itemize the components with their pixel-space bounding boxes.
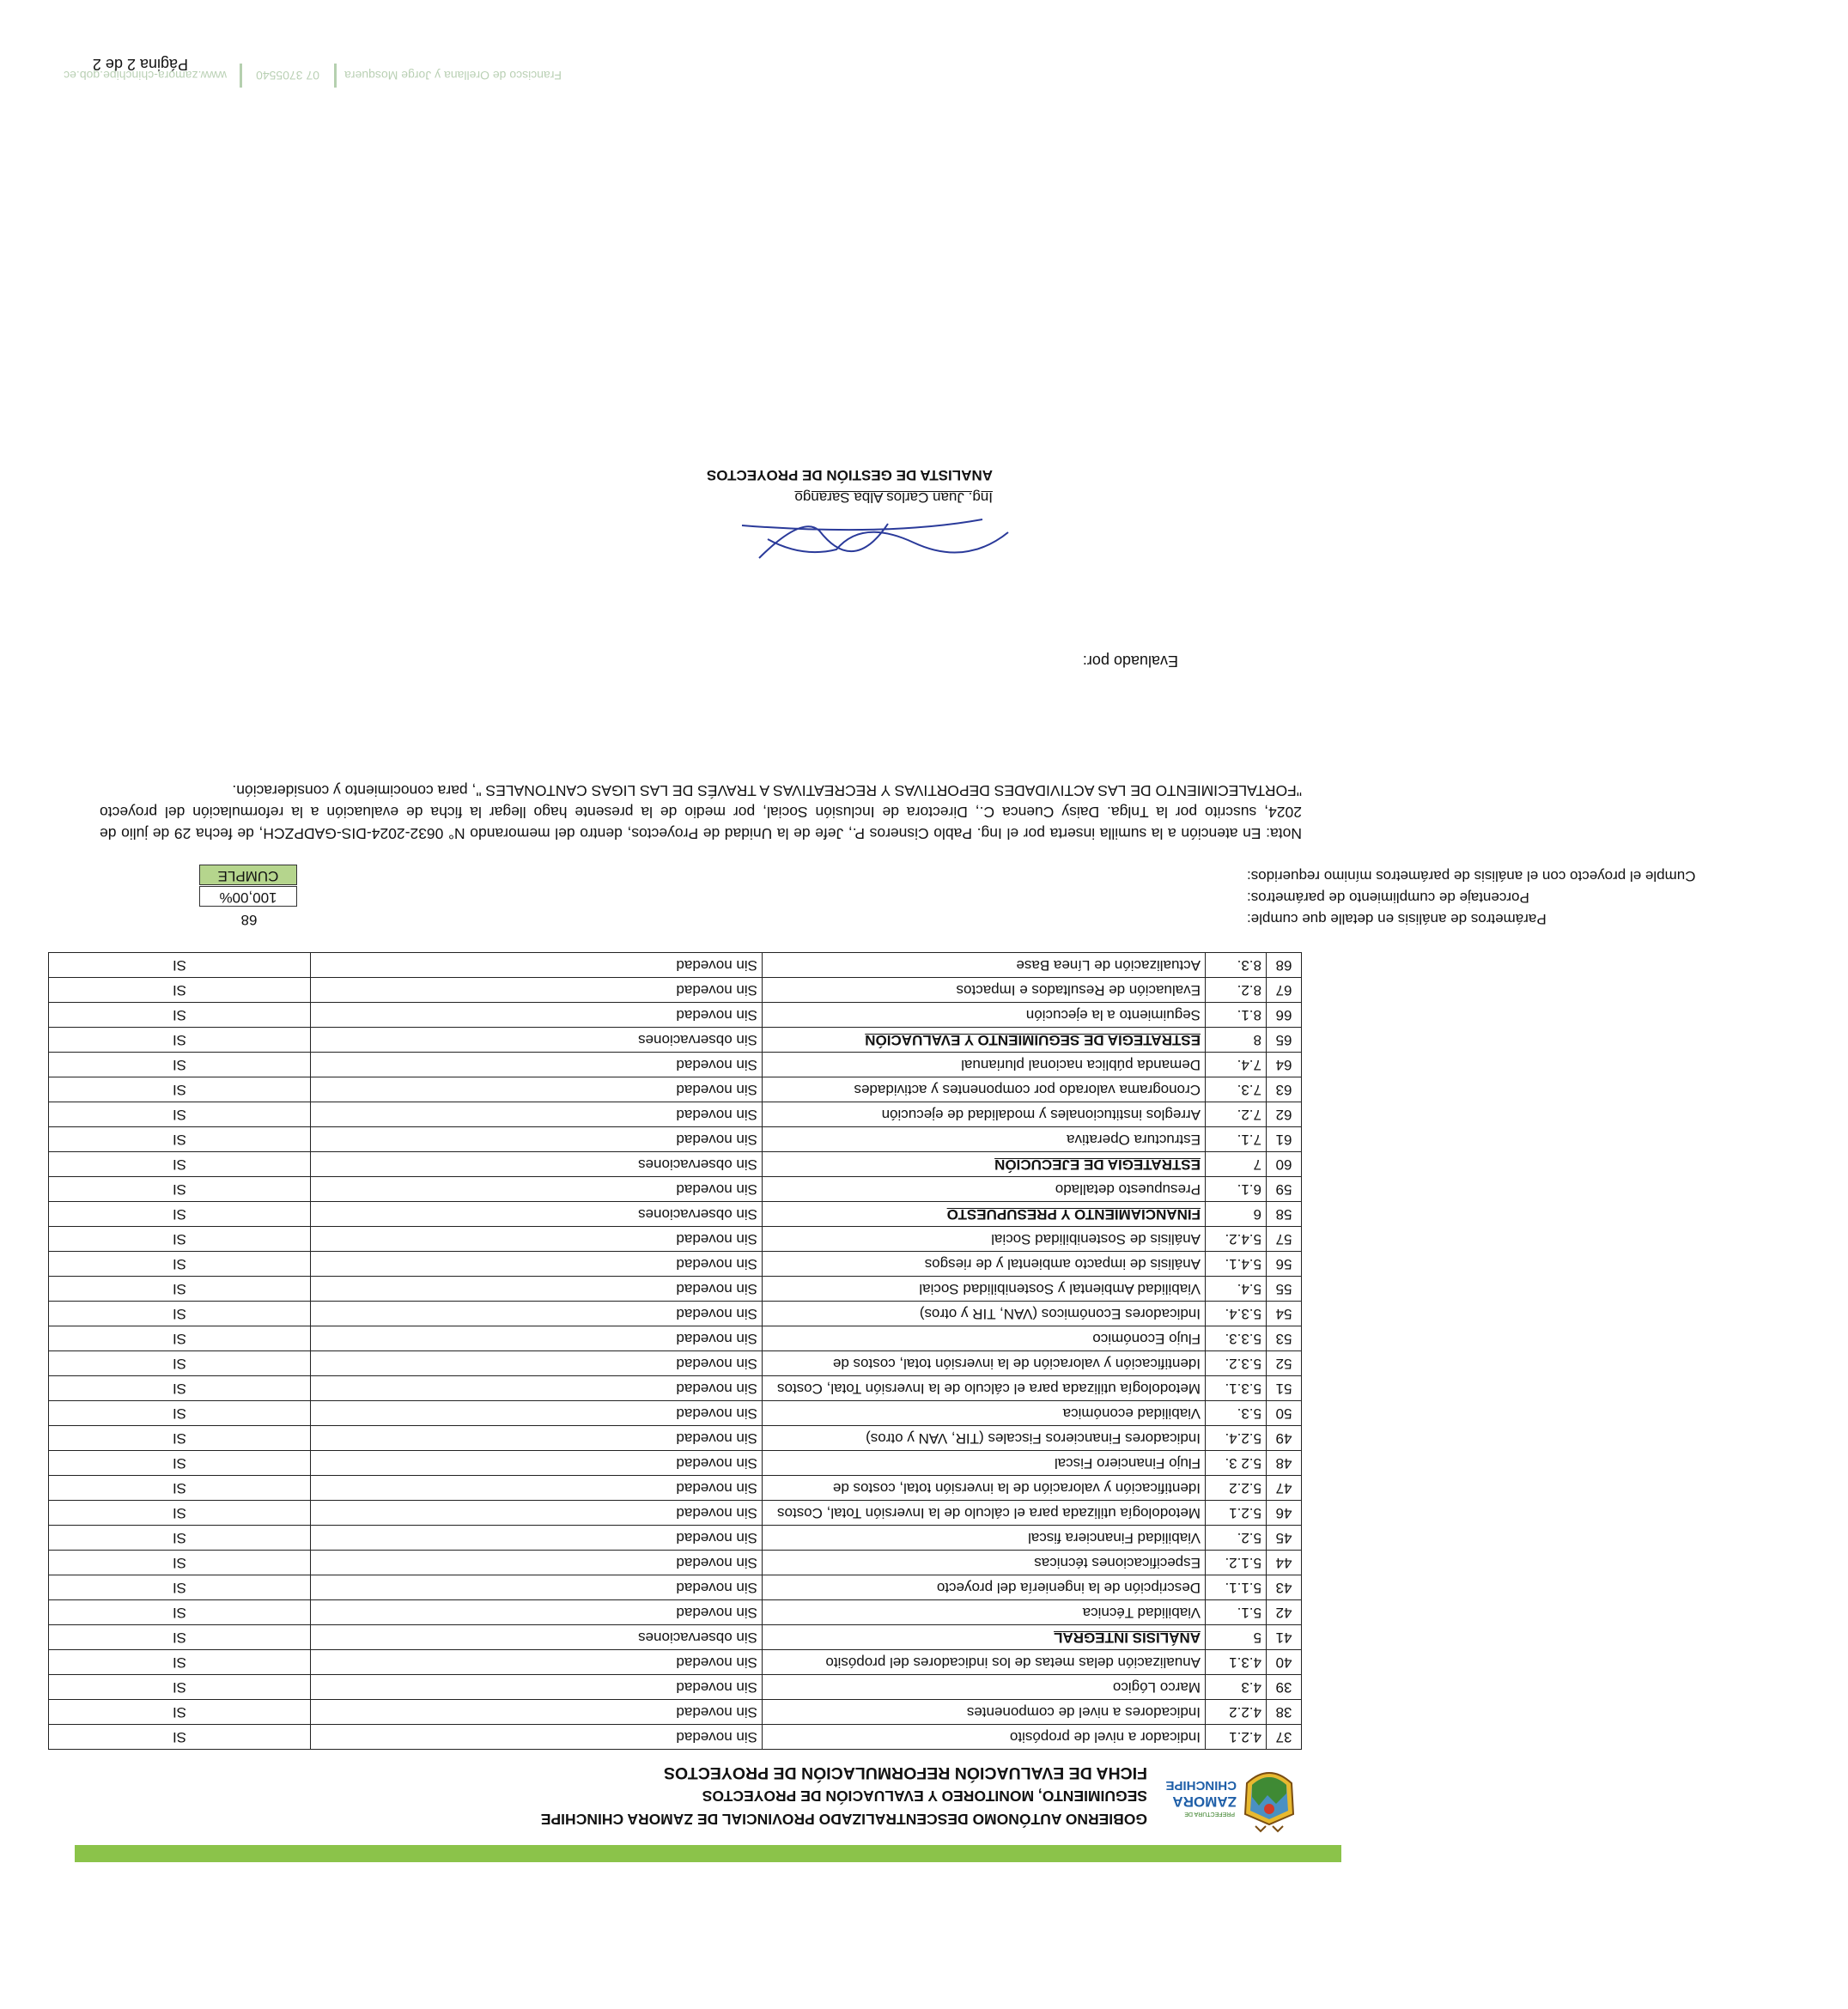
row-observation: Sin novedad xyxy=(311,1351,763,1376)
signer-title: ANALISTA DE GESTIÓN DE PROYECTOS xyxy=(706,467,993,483)
table-row xyxy=(49,1526,1302,1551)
row-code: 5.2 3. xyxy=(1206,1451,1267,1476)
row-description: Análisis de impacto ambiental y de riesgos xyxy=(763,1252,1206,1277)
table-row xyxy=(49,978,1302,1003)
row-code: 8.3. xyxy=(1206,953,1267,978)
row-observation: Sin novedad xyxy=(311,1003,763,1028)
row-number: 58 xyxy=(1267,1202,1302,1227)
row-value: SI xyxy=(49,1551,311,1575)
row-observation: Sin novedad xyxy=(311,1476,763,1501)
row-code: 7.1. xyxy=(1206,1127,1267,1152)
row-number: 42 xyxy=(1267,1600,1302,1625)
logo-small-text: PREFECTURA DE xyxy=(1184,1811,1235,1817)
row-number: 53 xyxy=(1267,1326,1302,1351)
row-description: Metodología utilizada para el cálculo de la Inversión Total, Costos xyxy=(763,1376,1206,1401)
row-code: 7.3. xyxy=(1206,1077,1267,1102)
header-line-1: GOBIERNO AUTÓNOMO DESCENTRALIZADO PROVINCIAL DE ZAMORA CHINCHIPE xyxy=(540,1811,1147,1828)
table-row xyxy=(49,1476,1302,1501)
footer-web: www.zamora-chinchipe.gob.ec xyxy=(64,69,227,82)
row-description: Actualización de Línea Base xyxy=(763,953,1206,978)
row-value: SI xyxy=(49,1401,311,1426)
row-value: SI xyxy=(49,1277,311,1302)
table-row xyxy=(49,1376,1302,1401)
row-number: 46 xyxy=(1267,1501,1302,1526)
row-description: Arreglos institucionales y modalidad de ejecución xyxy=(763,1102,1206,1127)
row-code: 6 xyxy=(1206,1202,1267,1227)
row-observation: Sin novedad xyxy=(311,1077,763,1102)
row-value: SI xyxy=(49,1575,311,1600)
row-number: 63 xyxy=(1267,1077,1302,1102)
row-number: 57 xyxy=(1267,1227,1302,1252)
row-observation: Sin novedad xyxy=(311,1700,763,1725)
row-observation: Sin novedad xyxy=(311,1725,763,1750)
table-row xyxy=(49,1501,1302,1526)
row-description: Identificación y valoración de la inversión total, costos de xyxy=(763,1476,1206,1501)
row-description: Indicadores Financieros Fiscales (TIR, VAN y otros) xyxy=(763,1426,1206,1451)
footer-divider xyxy=(240,64,242,88)
row-value: SI xyxy=(49,978,311,1003)
row-observation: Sin novedad xyxy=(311,1326,763,1351)
row-description: Indicador a nivel de propósito xyxy=(763,1725,1206,1750)
row-number: 50 xyxy=(1267,1401,1302,1426)
row-description: Seguimiento a la ejecución xyxy=(763,1003,1206,1028)
row-value: SI xyxy=(49,1152,311,1177)
row-observation: Sin observaciones xyxy=(311,1028,763,1053)
row-value: SI xyxy=(49,1252,311,1277)
table-row xyxy=(49,1650,1302,1675)
row-value: SI xyxy=(49,1426,311,1451)
row-description: Anualización delas metas de los indicadores del propósito xyxy=(763,1650,1206,1675)
row-description: Metodología utilizada para el cálculo de la Inversión Total, Costos xyxy=(763,1501,1206,1526)
row-number: 56 xyxy=(1267,1252,1302,1277)
row-description: ANÁLISIS INTEGRAL xyxy=(763,1625,1206,1650)
table-row xyxy=(49,1600,1302,1625)
row-number: 54 xyxy=(1267,1302,1302,1326)
row-code: 8 xyxy=(1206,1028,1267,1053)
row-observation: Sin observaciones xyxy=(311,1152,763,1177)
row-observation: Sin novedad xyxy=(311,1650,763,1675)
row-description: Evaluación de Resultados e Impactos xyxy=(763,978,1206,1003)
row-code: 5.3. xyxy=(1206,1401,1267,1426)
evaluation-table xyxy=(48,952,1302,1750)
table-row xyxy=(49,1625,1302,1650)
row-value: SI xyxy=(49,953,311,978)
row-observation: Sin novedad xyxy=(311,1053,763,1077)
table-row xyxy=(49,1152,1302,1177)
row-observation: Sin novedad xyxy=(311,1401,763,1426)
note-paragraph: Nota: En atención a la sumilla inserta por el Ing. Pablo Cisneros P., Jefe de la Unidad de Proyectos, dentro del memorando N° 0632-2024-DIS-GADPZCH, de fecha 29 de julio de 2024, suscrito por la Tnlga. Daisy Cuenca C., Directora de Inclusión Social, por medio de la presente hago llegar la ficha de evaluación a la reformulación del proyecto "FORTALECIMIENTO DE LAS ACTIVIDADES DEPORTIVAS Y RECREATIVAS A TRAVÉS DE LAS LIGAS CANTONALES ", para conocimiento y consideración. xyxy=(100,782,1302,842)
row-value: SI xyxy=(49,1053,311,1077)
table-row xyxy=(49,1401,1302,1426)
row-number: 44 xyxy=(1267,1551,1302,1575)
row-description: FINANCIAMIENTO Y PRESUPUESTO xyxy=(763,1202,1206,1227)
row-value: SI xyxy=(49,1003,311,1028)
row-observation: Sin novedad xyxy=(311,1675,763,1700)
row-number: 37 xyxy=(1267,1725,1302,1750)
table-row xyxy=(49,1575,1302,1600)
row-observation: Sin novedad xyxy=(311,1501,763,1526)
row-value: SI xyxy=(49,1326,311,1351)
table-row xyxy=(49,1725,1302,1750)
row-value: SI xyxy=(49,1351,311,1376)
row-observation: Sin novedad xyxy=(311,1551,763,1575)
row-code: 5.3.1. xyxy=(1206,1376,1267,1401)
row-number: 62 xyxy=(1267,1102,1302,1127)
table-row xyxy=(49,1028,1302,1053)
row-observation: Sin novedad xyxy=(311,1227,763,1252)
row-value: SI xyxy=(49,1675,311,1700)
row-description: Presupuesto detallado xyxy=(763,1177,1206,1202)
row-code: 5.3.4. xyxy=(1206,1302,1267,1326)
row-value: SI xyxy=(49,1077,311,1102)
row-observation: Sin observaciones xyxy=(311,1625,763,1650)
row-observation: Sin novedad xyxy=(311,1575,763,1600)
row-number: 65 xyxy=(1267,1028,1302,1053)
row-value: SI xyxy=(49,1526,311,1551)
row-number: 55 xyxy=(1267,1277,1302,1302)
row-number: 45 xyxy=(1267,1526,1302,1551)
row-observation: Sin novedad xyxy=(311,1526,763,1551)
row-code: 5.2.4. xyxy=(1206,1426,1267,1451)
params-value: 68 xyxy=(240,912,258,928)
row-code: 8.1. xyxy=(1206,1003,1267,1028)
row-number: 59 xyxy=(1267,1177,1302,1202)
row-observation: Sin novedad xyxy=(311,1277,763,1302)
table-row xyxy=(49,1202,1302,1227)
percent-value: 100,00% xyxy=(199,886,297,907)
table-row xyxy=(49,1252,1302,1277)
row-observation: Sin novedad xyxy=(311,1600,763,1625)
row-value: SI xyxy=(49,1725,311,1750)
table-row xyxy=(49,1102,1302,1127)
row-description: Especificaciones técnicas xyxy=(763,1551,1206,1575)
row-description: Viabilidad Ambiental y Sostenibilidad Social xyxy=(763,1277,1206,1302)
row-code: 7 xyxy=(1206,1152,1267,1177)
percent-label: Porcentaje de cumplimiento de parámetros: xyxy=(1247,889,1529,906)
row-observation: Sin novedad xyxy=(311,1252,763,1277)
header-green-bar xyxy=(75,1845,1341,1862)
signer-name: Ing. Juan Carlos Alba Sarango xyxy=(794,489,993,506)
footer-address: Francisco de Orellana y Jorge Mosquera xyxy=(344,69,562,82)
table-row xyxy=(49,1426,1302,1451)
row-value: SI xyxy=(49,1501,311,1526)
row-value: SI xyxy=(49,1028,311,1053)
row-observation: Sin novedad xyxy=(311,1177,763,1202)
row-description: Indicadores Económicos (VAN, TIR y otros) xyxy=(763,1302,1206,1326)
row-code: 5.2.1 xyxy=(1206,1501,1267,1526)
row-value: SI xyxy=(49,1476,311,1501)
row-observation: Sin observaciones xyxy=(311,1202,763,1227)
row-value: SI xyxy=(49,1376,311,1401)
row-description: Viabilidad Financiera fiscal xyxy=(763,1526,1206,1551)
table-row xyxy=(49,1003,1302,1028)
row-value: SI xyxy=(49,1227,311,1252)
footer-divider xyxy=(334,64,337,88)
row-description: Descripción de la ingeniería del proyecto xyxy=(763,1575,1206,1600)
table-row xyxy=(49,1351,1302,1376)
row-code: 5.1. xyxy=(1206,1600,1267,1625)
row-code: 7.4. xyxy=(1206,1053,1267,1077)
row-description: Análisis de Sostenibilidad Social xyxy=(763,1227,1206,1252)
row-value: SI xyxy=(49,1102,311,1127)
signature-scribble xyxy=(725,507,1017,584)
table-row xyxy=(49,1227,1302,1252)
footer-phone: 07 3705540 xyxy=(256,69,319,82)
table-row xyxy=(49,953,1302,978)
row-number: 41 xyxy=(1267,1625,1302,1650)
logo-line2: CHINCHIPE xyxy=(1165,1778,1237,1793)
logo-line1: ZAMORA xyxy=(1172,1794,1237,1810)
row-observation: Sin novedad xyxy=(311,1451,763,1476)
row-code: 5.4.2. xyxy=(1206,1227,1267,1252)
row-code: 5.4.1. xyxy=(1206,1252,1267,1277)
row-number: 39 xyxy=(1267,1675,1302,1700)
header-line-2: SEGUIMIENTO, MONITOREO Y EVALUACIÓN DE PROYECTOS xyxy=(702,1787,1147,1805)
row-value: SI xyxy=(49,1302,311,1326)
row-description: Viabilidad Técnica xyxy=(763,1600,1206,1625)
row-number: 49 xyxy=(1267,1426,1302,1451)
row-observation: Sin novedad xyxy=(311,1127,763,1152)
row-observation: Sin novedad xyxy=(311,978,763,1003)
row-code: 5.2.2 xyxy=(1206,1476,1267,1501)
row-number: 51 xyxy=(1267,1376,1302,1401)
table-row xyxy=(49,1451,1302,1476)
row-observation: Sin novedad xyxy=(311,953,763,978)
evaluado-label: Evaluado por: xyxy=(1082,652,1178,670)
row-code: 8.2. xyxy=(1206,978,1267,1003)
table-row xyxy=(49,1675,1302,1700)
table-row xyxy=(49,1302,1302,1326)
row-number: 60 xyxy=(1267,1152,1302,1177)
result-label: Cumple el proyecto con el análisis de parámetros mínimo requeridos: xyxy=(1247,868,1696,884)
row-code: 4.2.2 xyxy=(1206,1700,1267,1725)
row-description: Cronograma valorado por componentes y actividades xyxy=(763,1077,1206,1102)
row-observation: Sin novedad xyxy=(311,1102,763,1127)
row-observation: Sin novedad xyxy=(311,1376,763,1401)
row-value: SI xyxy=(49,1202,311,1227)
row-number: 48 xyxy=(1267,1451,1302,1476)
row-number: 68 xyxy=(1267,953,1302,978)
row-description: Viabilidad económica xyxy=(763,1401,1206,1426)
row-value: SI xyxy=(49,1650,311,1675)
header-line-3: FICHA DE EVALUACIÓN REFORMULACIÓN DE PROYECTOS xyxy=(664,1763,1147,1782)
row-description: Marco Lógico xyxy=(763,1675,1206,1700)
row-number: 61 xyxy=(1267,1127,1302,1152)
signer-block xyxy=(707,464,993,508)
row-description: Estructura Operativa xyxy=(763,1127,1206,1152)
row-code: 5.1.2. xyxy=(1206,1551,1267,1575)
row-value: SI xyxy=(49,1127,311,1152)
row-code: 5.2. xyxy=(1206,1526,1267,1551)
table-row xyxy=(49,1326,1302,1351)
row-code: 4.2.1 xyxy=(1206,1725,1267,1750)
row-description: Identificación y valoración de la inversión total, costos de xyxy=(763,1351,1206,1376)
row-number: 47 xyxy=(1267,1476,1302,1501)
result-value: CUMPLE xyxy=(199,865,297,885)
row-code: 6.1. xyxy=(1206,1177,1267,1202)
table-row xyxy=(49,1551,1302,1575)
table-row xyxy=(49,1277,1302,1302)
row-value: SI xyxy=(49,1625,311,1650)
row-description: Demanda pública nacional plurianual xyxy=(763,1053,1206,1077)
row-number: 52 xyxy=(1267,1351,1302,1376)
page-number: Página 2 de 2 xyxy=(92,56,188,73)
params-label: Parámetros de análisis en detalle que cumple: xyxy=(1247,911,1547,927)
row-value: SI xyxy=(49,1600,311,1625)
row-number: 38 xyxy=(1267,1700,1302,1725)
row-number: 66 xyxy=(1267,1003,1302,1028)
row-value: SI xyxy=(49,1177,311,1202)
row-description: ESTRATEGIA DE EJECUCIÓN xyxy=(763,1152,1206,1177)
table-row xyxy=(49,1053,1302,1077)
table-row xyxy=(49,1700,1302,1725)
row-value: SI xyxy=(49,1451,311,1476)
document-header xyxy=(540,1761,1147,1830)
row-code: 5.3.2. xyxy=(1206,1351,1267,1376)
row-number: 40 xyxy=(1267,1650,1302,1675)
row-code: 7.2. xyxy=(1206,1102,1267,1127)
row-code: 4.3.1 xyxy=(1206,1650,1267,1675)
row-observation: Sin novedad xyxy=(311,1302,763,1326)
row-number: 64 xyxy=(1267,1053,1302,1077)
row-observation: Sin novedad xyxy=(311,1426,763,1451)
coat-of-arms-icon xyxy=(1245,1773,1293,1831)
row-code: 5 xyxy=(1206,1625,1267,1650)
row-code: 5.1.1. xyxy=(1206,1575,1267,1600)
row-code: 4.3 xyxy=(1206,1675,1267,1700)
prefectura-logo xyxy=(1165,1761,1298,1831)
row-code: 5.4. xyxy=(1206,1277,1267,1302)
row-code: 5.3.3. xyxy=(1206,1326,1267,1351)
row-description: Flujo Financiero Fiscal xyxy=(763,1451,1206,1476)
table-row xyxy=(49,1127,1302,1152)
table-row xyxy=(49,1077,1302,1102)
table-row xyxy=(49,1177,1302,1202)
row-value: SI xyxy=(49,1700,311,1725)
row-number: 67 xyxy=(1267,978,1302,1003)
row-description: Flujo Económico xyxy=(763,1326,1206,1351)
row-description: Indicadores a nivel de componentes xyxy=(763,1700,1206,1725)
row-number: 43 xyxy=(1267,1575,1302,1600)
row-description: ESTRATEGIA DE SEGUIMIENTO Y EVALUACIÓN xyxy=(763,1028,1206,1053)
